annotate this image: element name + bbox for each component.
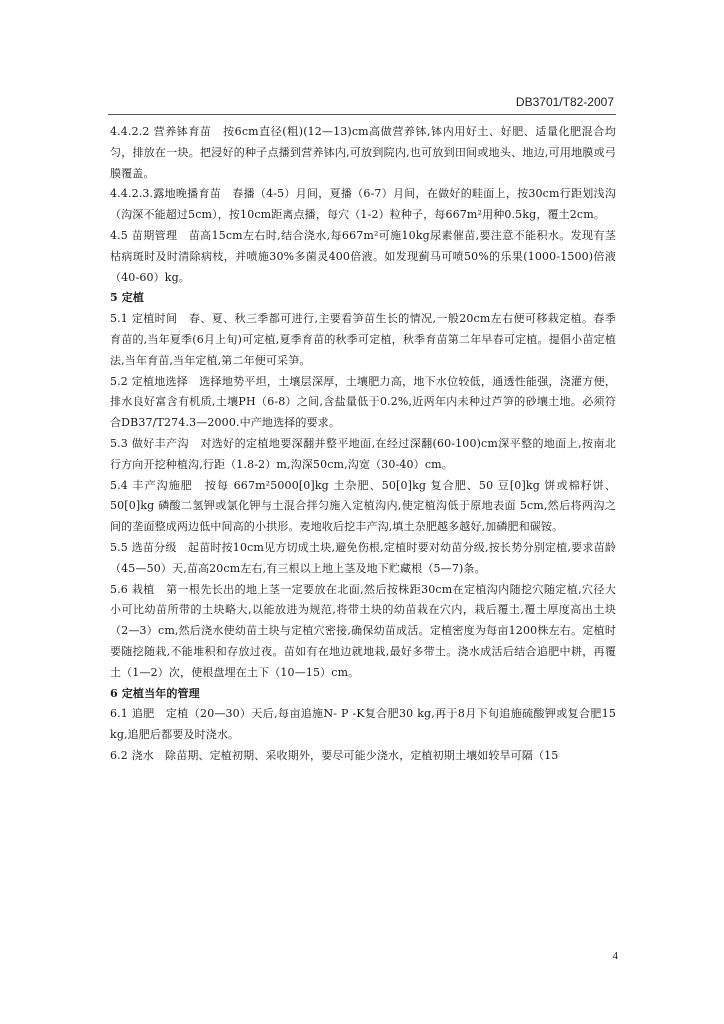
section-5-3: 5.3 做好丰产沟 对选好的定植地要深翻并整平地面,在经过深翻(60-100)cm深平整的地面上,按南北行方向开挖种植沟,行距（1.8-2）m,沟深50cm,沟宽（30-40）cm。 [110,436,616,471]
header-rule [108,114,616,115]
section-5-6: 5.6 栽植 第一根先长出的地上茎一定要放在北面,然后按株距30cm在定植沟内随挖穴随定植,穴径大小可比幼苗所带的土块略大,以能放进为规范,将带土块的幼苗栽在穴内，栽后覆土,覆土厚度高出土块（2—3）cm,然后浇水使幼苗土块与定植穴密接,确保幼苗成活。定植密度为每亩1200株左右。定植时要随挖随栽,不能堆积和存放过夜。苗如有在地边就地栽,最好多带土。浇水成活后结合追肥中耕，再覆土（1—2）次，使根盘埋在土下（10—15）cm。 [110,582,616,679]
section-4-5: 4.5 苗期管理 苗高15cm左右时,结合浇水,每667m²可施10kg尿素催苗,要注意不能积水。发现有茎枯病斑时及时清除病枝，并喷施30%多菌灵400倍液。如发现蓟马可喷50%的乐果(1000-1500)倍液（40-60）kg。 [110,228,616,284]
section-5-5: 5.5 选苗分级 起苗时按10cm见方切成土块,避免伤根,定植时要对幼苗分级,按长势分别定植,要求苗龄（45—50）天,苗高20cm左右,有三根以上地上茎及地下贮藏根（5—7)条。 [110,540,616,575]
section-4-4-2-3: 4.4.2.3.露地晚播育苗 春播（4-5）月间，夏播（6-7）月间，在做好的畦面上，按30cm行距划浅沟（沟深不能超过5cm），按10cm距离点播，每穴（1-2）粒种子，每667m²用种0.5kg，覆土2cm。 [110,187,616,222]
section-6-1: 6.1 追肥 定植（20—30）天后,每亩追施N- P -K复合肥30 kg,再于8月下旬追施硫酸钾或复合肥15 kg,追肥后都要及时浇水。 [110,707,616,742]
section-5-2: 5.2 定植地选择 选择地势平坦，土壤层深厚，土壤肥力高，地下水位较低，通透性能强，浇灌方便，排水良好富含有机质,土壤PH（6-8）之间,含盐量低于0.2%,近两年内未种过芦笋的砂壤土地。必须符合DB37/T274.3—2000.中产地选择的要求。 [110,374,616,430]
page-number: 4 [612,950,618,962]
section-4-4-2-2: 4.4.2.2 营养钵育苗 按6cm直径(粗)(12—13)cm高做营养钵,钵内用好土、好肥、适量化肥混合均匀，排放在一块。把浸好的种子点播到营养钵内,可放到院内,也可放到田间或地头、地边,可用地膜或弓膜覆盖。 [110,125,616,180]
document-body [110,122,616,767]
section-6-2: 6.2 浇水 除苗期、定植初期、采收期外，要尽可能少浇水，定植初期土壤如较旱可隔（15 [110,748,559,762]
heading-6: 6 定植当年的管理 [110,686,200,700]
section-5-1: 5.1 定植时间 春、夏、秋三季都可进行,主要看笋苗生长的情况,一般20cm左右便可移栽定植。春季育苗的,当年夏季(6月上旬)可定植,夏季育苗的秋季可定植，秋季育苗第二年早春可定植。提倡小苗定植法,当年育苗,当年定植,第二年便可采笋。 [110,312,616,367]
document-id-header: DB3701/T82-2007 [515,95,614,109]
section-5-4: 5.4 丰产沟施肥 按每 667m²5000[0]kg 土杂肥、50[0]kg 复合肥、50 豆[0]kg 饼或棉籽饼、50[0]kg 磷酸二氢钾或氯化钾与土混合拌匀施入定植沟内,使定植沟低于原地表面 5cm,然后将两沟之间的垄面整成两边低中间高的小拱形。麦地收后挖丰产沟,填土杂肥越多越好,加磷肥和碳铵。 [110,478,616,534]
heading-5: 5 定植 [110,291,145,305]
